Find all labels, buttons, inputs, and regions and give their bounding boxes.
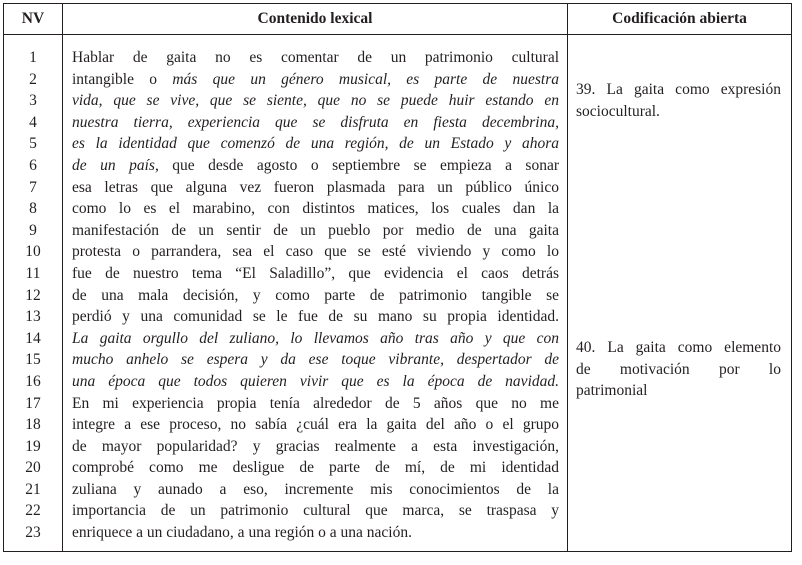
line-number: 20 xyxy=(25,459,41,477)
lexical-line xyxy=(72,90,559,112)
lexical-line xyxy=(72,328,559,350)
text-segment: comprobé como me desligue de parte de mí, de mi identidad xyxy=(72,459,559,477)
code-entry-39 xyxy=(576,79,781,122)
lexical-line xyxy=(72,198,559,220)
lexical-line xyxy=(72,112,559,134)
header-row xyxy=(4,4,792,35)
lexical-line xyxy=(72,285,559,307)
line-number: 15 xyxy=(25,351,41,369)
italic-text-segment: más que un género musical, es parte de nuestra xyxy=(172,70,559,88)
line-number: 16 xyxy=(25,372,41,390)
italic-text-segment: vida, que se vive, que se siente, que no se puede huir estando en xyxy=(72,92,559,110)
lexical-line xyxy=(72,155,559,177)
line-number: 19 xyxy=(25,437,41,455)
header-open-coding: Codificación abierta xyxy=(568,4,792,35)
line-number: 6 xyxy=(29,156,37,174)
line-number: 14 xyxy=(25,329,41,347)
line-number-column xyxy=(4,35,63,552)
text-segment: En mi experiencia propia tenía alrededor de 5 años que no me xyxy=(72,394,559,412)
text-segment: de una mala decisión, y como parte de patrimonio tangible se xyxy=(72,286,559,304)
text-segment: intangible o xyxy=(72,70,173,88)
lexical-line xyxy=(72,241,559,263)
code-line: de motivación por lo xyxy=(576,360,781,378)
text-segment: como lo es el marabino, con distintos matices, los cuales dan la xyxy=(72,200,559,218)
line-number: 12 xyxy=(25,286,41,304)
code-entry-40 xyxy=(576,337,781,402)
text-segment: esa letras que alguna vez fueron plasmada para un público único xyxy=(72,178,559,196)
line-number: 23 xyxy=(25,524,41,542)
lexical-line xyxy=(72,371,559,393)
line-number: 7 xyxy=(29,178,37,196)
text-segment: manifestación de un sentir de un pueblo por medio de una gaita xyxy=(72,221,559,239)
code-line: 39. La gaita como expresión xyxy=(576,81,781,98)
line-number: 13 xyxy=(25,308,41,326)
lexical-line xyxy=(72,47,559,69)
line-number: 9 xyxy=(29,221,37,239)
line-number: 11 xyxy=(25,264,41,282)
lexical-content-column xyxy=(63,35,568,552)
line-number: 5 xyxy=(29,135,37,153)
italic-text-segment: una época que todos quieren vivir que es la época de navidad. xyxy=(72,372,559,390)
code-line: patrimonial xyxy=(576,382,648,400)
line-number: 3 xyxy=(29,92,37,110)
italic-text-segment: nuestra tierra, experiencia que se disfruta en fiesta decembrina, xyxy=(72,113,559,131)
text-segment: , que desde agosto o septiembre se empieza a sonar xyxy=(154,156,559,174)
lexical-line xyxy=(72,457,559,479)
body-row xyxy=(4,35,792,552)
italic-text-segment: es la identidad que comenzó de una región, de un Estado y ahora xyxy=(72,135,559,153)
italic-text-segment: mucho anhelo se espera y da ese toque vibrante, despertador de xyxy=(72,351,559,369)
text-segment: de mayor popularidad? y gracias realmente a esta investigación, xyxy=(72,437,559,455)
text-segment: importancia de un patrimonio cultural que marca, se traspasa y xyxy=(72,502,559,520)
italic-text-segment: de un país xyxy=(72,156,155,174)
line-number: 8 xyxy=(29,200,37,218)
lexical-line xyxy=(72,177,559,199)
lexical-line xyxy=(72,414,559,436)
lexical-line xyxy=(72,306,559,328)
line-number: 21 xyxy=(25,480,41,498)
lexical-line xyxy=(72,133,559,155)
lexical-line xyxy=(72,349,559,371)
code-line: sociocultural. xyxy=(576,102,660,120)
line-number: 17 xyxy=(25,394,41,412)
text-segment: Hablar de gaita no es comentar de un patrimonio cultural xyxy=(72,49,559,66)
lexical-line xyxy=(72,263,559,285)
lexical-line xyxy=(72,522,559,544)
lexical-line xyxy=(72,69,559,91)
coding-table xyxy=(3,3,792,552)
header-lexical-content: Contenido lexical xyxy=(63,4,568,35)
lexical-line xyxy=(72,500,559,522)
text-segment: fue de nuestro tema “El Saladillo”, que evidencia el caos detrás xyxy=(72,264,559,282)
lexical-line xyxy=(72,220,559,242)
line-number: 22 xyxy=(25,502,41,520)
line-number: 10 xyxy=(25,243,41,261)
line-number: 2 xyxy=(29,70,37,88)
line-number: 1 xyxy=(29,49,37,66)
text-segment: zuliana y aunado a eso, incremente mis conocimientos de la xyxy=(72,480,559,498)
text-segment: enriquece a un ciudadano, a una región o a una nación. xyxy=(72,524,412,542)
text-segment: perdió y una comunidad se le fue de su mano su propia identidad. xyxy=(72,308,559,326)
italic-text-segment: La gaita orgullo del zuliano, lo llevamos año tras año y que con xyxy=(72,329,559,347)
code-line: 40. La gaita como elemento xyxy=(576,339,781,356)
header-nv: NV xyxy=(4,4,63,35)
text-segment: integre a ese proceso, no sabía ¿cuál era la gaita del año o el grupo xyxy=(72,416,559,434)
lexical-line xyxy=(72,393,559,415)
lexical-line xyxy=(72,479,559,501)
line-number: 18 xyxy=(25,416,41,434)
lexical-line xyxy=(72,436,559,458)
line-number: 4 xyxy=(29,113,37,131)
text-segment: protesta o parrandera, sea el caso que se esté viviendo y como lo xyxy=(72,243,559,261)
open-coding-column xyxy=(568,35,792,552)
